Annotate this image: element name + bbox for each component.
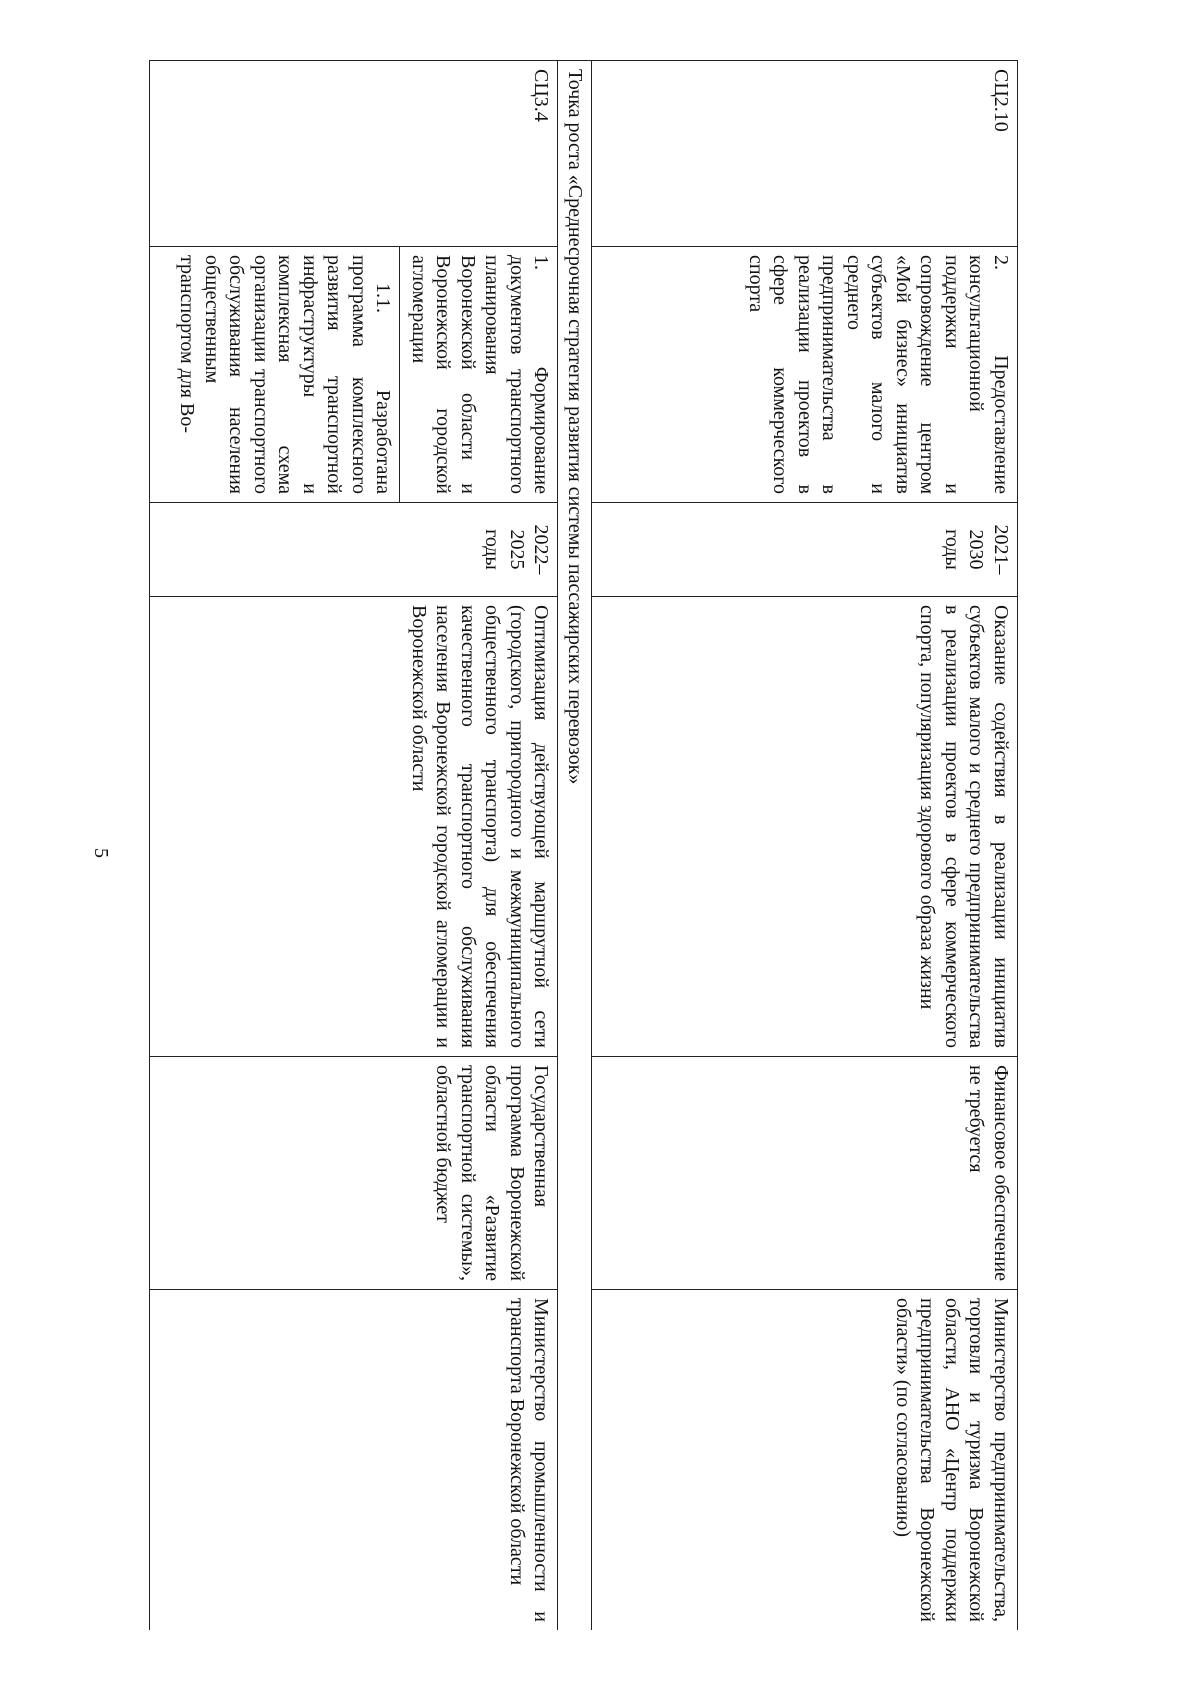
section-title: Точка роста «Среднесрочная стратегия развития системы пассажирских перевозок» bbox=[558, 61, 592, 1631]
executor-cell: Министерство предпринимательства, торговли и туризма Воронежской области, АНО «Центр поддержки предпринимательства Воронежской области» (по согласованию) bbox=[592, 1290, 1018, 1631]
measure-cell bbox=[150, 247, 558, 503]
period-cell: 2022–2025 годы bbox=[150, 503, 558, 597]
measures-table bbox=[150, 60, 1019, 1630]
funding-cell: Финансовое обеспечение не требуется bbox=[592, 1057, 1018, 1290]
table-row bbox=[592, 61, 1018, 1631]
result-cell: Оказание содействия в реализации инициатив субъектов малого и среднего предпринимательства в реализации проектов в сфере коммерческого спорта, популяризация здорового образа жизни bbox=[592, 597, 1018, 1057]
measure-text: 1. Формирование документов транспортного планирования Воронежской области и Воронежской городской агломерации bbox=[408, 255, 553, 494]
code-cell: СЦ2.10 bbox=[592, 61, 1018, 247]
section-title-row bbox=[558, 61, 592, 1631]
page-number: 5 bbox=[90, 848, 112, 858]
landscape-page bbox=[141, 60, 1018, 1630]
period-cell: 2021–2030 годы bbox=[592, 503, 1018, 597]
document-table-area bbox=[141, 60, 1018, 1630]
table-row bbox=[150, 61, 558, 1631]
code-cell: СЦ3.4 bbox=[150, 61, 558, 247]
measure-cell: 2. Предоставление консультационной поддержки и сопровождение центром «Мой бизнес» инициатив субъектов малого и среднего предпринимательства в реализации проектов в сфере коммерческого спорта bbox=[592, 247, 1018, 503]
result-cell: Оптимизация действующей маршрутной сети (городского, пригородного и межмуниципального общественного транспорта) для обеспечения качественного транспортного обслуживания населения Воронежской городской агломерации и Воронежской области bbox=[150, 597, 558, 1057]
funding-cell: Государственная программа Воронежской области «Развитие транспортной системы», областной бюджет bbox=[150, 1057, 558, 1290]
executor-cell: Министерство промышленности и транспорта Воронежской области bbox=[150, 1290, 558, 1631]
sub-measure-text: 1.1. Разработана программа комплексного развития транспортной инфраструктуры и комплексная схема организации транспортного обслуживания населения общественным транспортом для Во- bbox=[175, 247, 401, 502]
